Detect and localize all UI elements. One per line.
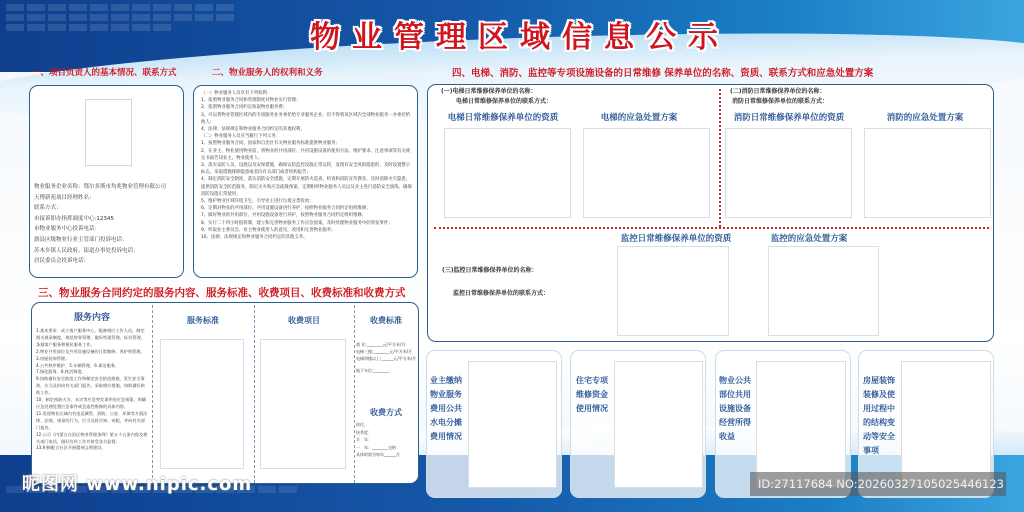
service-line: 11.发现物业区域内有违反城管、消防、公安、环保等方面法律、法规、规章的行为，应当及时告知、劝阻，并向有关部门报告。 [36,410,148,430]
contact-line: 居民委员会投诉电话： [34,258,90,265]
common-income-box [756,361,846,488]
maintenance-fund-label: 住宅专项维修资金使用情况 [576,376,608,413]
service-line: 7.绿化服务、8.秩活制度。 [36,369,86,375]
fee-item-heading: 收费项目 [288,316,320,325]
horizontal-divider [434,227,989,229]
maintenance-fund-panel [570,350,706,498]
fire-qual-box [725,128,852,218]
common-income-label: 物业公共部位共用设施设备经营所得收益 [719,376,751,441]
facilities-panel [427,84,994,342]
service-content-lines [36,328,148,452]
owner-fee-box [468,361,557,488]
contact-line: 市接诉即办指挥调度中心:12345 [34,215,114,222]
fire-plan-box [864,128,991,218]
maintenance-fund-box [614,361,703,488]
fire-contact-label: 消防日常维修保养单位的联系方式： [732,98,829,105]
service-panel [31,302,419,484]
rights-lines [201,90,413,241]
contact-line: 联系方式： [34,205,62,212]
fee-method-line: 具体时间为每年______月 [356,452,400,457]
rights-line: 3、可以将物业管理区域内的专项服务业务委托给专业服务企业，但不得将该区域内全部物业服务一并委托给他人； [201,112,411,125]
service-standard-box [160,339,244,469]
fee-method-line: 按付， [356,422,368,427]
fee-standard-lines [356,341,418,374]
rights-line: 6、定期对物业的共用部位、共用设施设备进行养护，按照物业服务合同约定组织维修； [201,206,371,212]
rights-panel [193,85,418,278]
rights-line: 2、在业主、物业使用物业前，将物业的共用部位、共用设施设备的使用方法、维护要求、注意事项等有关规定书面告知业主、物业使用人； [201,148,411,161]
service-standard-heading: 服务标准 [187,316,219,325]
service-line: 9.协助做好安全防范工作和制定安全防范措施，发生安全事故，应当及时向有关部门报告，采取相应措施，协助做好救助工作。 [36,376,145,396]
section-3-heading: 三、物业服务合同约定的服务内容、服务标准、收费项目、收费标准和收费方式 [38,287,406,299]
monitor-qual-box [617,246,729,336]
contact-line: 旗县区级物业行业主管部门投诉电话： [34,236,128,243]
fee-line: 电梯三楼:________元/平方米/月 [356,349,413,354]
elevator-qual-box [444,128,571,218]
monitor-name-label: (三)监控日常维修保养单位的名称： [442,267,538,274]
fee-method-lines [356,421,418,459]
watermark-logo: 昵图网 www.nipic.com [22,474,253,495]
fee-method-line: 半 年： [356,437,372,442]
fee-method-line: 一 年：________交纳 [356,444,396,450]
column-divider [254,305,255,483]
contact-panel [29,85,184,278]
monitor-qual-heading: 监控日常维修保养单位的资质 [620,234,732,244]
fire-qual-heading: 消防日常维修保养单位的资质 [733,113,845,123]
contact-line: 物业服务企业名称：鄂尔多斯市均兆物业管理有限公司 [34,184,167,190]
owner-fee-panel [426,350,562,498]
elevator-plan-box [583,128,710,218]
fee-method-heading: 收费方式 [370,408,402,417]
monitor-contact-label: 监控日常维修保养单位的联系方式： [453,290,550,297]
service-content-heading: 服务内容 [73,313,110,323]
rights-line: （一）物业服务人员享有下列权利： [201,91,272,96]
service-line: 4.公共秩序维护、5.车辆管理、6.保洁服务、 [36,362,120,368]
elevator-plan-heading: 电梯的应急处置方案 [600,113,678,123]
rights-line: 9、听取业主委员会、业主物业使用人的意见，改进和完善物业服务； [201,227,336,233]
monitor-plan-box [768,246,879,336]
rights-line: 10、法律、法规规定和物业服务合同约定的其他义务。 [201,235,308,241]
rights-line: 1、依照物业服务合同和管理制度对物业实行管理； [201,98,301,104]
monitor-plan-heading: 监控的应急处置方案 [770,234,848,244]
contact-line: 市物业服务中心投诉电话： [34,226,101,233]
section-1-heading: 一、项目负责人的基本情况、联系方式 [32,68,177,78]
rights-line: 4、制定消防安全制度，落实消防安全措施，定期开展防火巡查，检查和消防宣传教育，及时消除火灾隐患，提供消防安全防范服务，制定灭火和应急疏散预案，定期组织物业服务人员以及业主进行消防安全演练，确保消防设施正常使用； [201,177,412,197]
fee-line: 商 业:________元/平方米/月 [356,342,406,347]
page-title: 物业管理区域信息公示 [310,20,730,55]
service-line: 13.积极配合社区开展精神文明建设。 [36,445,106,451]
fee-line: 电梯四楼以上:______元/平方米/月 [356,356,417,361]
fee-method-line: 按季度： [356,429,372,435]
fee-item-box [260,339,346,469]
service-line: 12.公示《内蒙古自治区物业管理条例》第五十五条内容及相关部门电话，做好宣传工作并接受各方监督。 [36,431,148,444]
image-id-bar: ID:27117684 NO:20260327105025446123 [750,472,1006,496]
section-2-heading: 二、物业服务人的权利和义务 [212,68,323,78]
fire-name-label: (二)消防日常维修保养单位的名称： [730,88,826,95]
fee-standard-heading: 收费标准 [370,316,402,325]
service-line: 3.房屋装饰管理。 [36,355,70,361]
column-divider [354,305,355,483]
header-grid-decoration [6,4,234,31]
elevator-contact-label: 电梯日常维修保养单位的联系方式： [456,98,553,105]
contact-line: 天博新苑项目经理姓名： [34,194,95,201]
rights-line: 1、按照物业服务合同、国家和自治区有关物业服务标准提供物业服务； [201,141,340,147]
column-divider [152,305,153,483]
service-line: 1.基本要求：成立客户服务中心，配备相应工作人员，制定相关规章制度，规范财务管理，做好档案管理，标识管理，条据客户服务和便民服务工作。 [36,328,145,347]
rights-line: 7、做好物业的共用部位、共用设施设备进行养护，按照物业服务合同约定组织维修； [201,213,367,219]
vertical-divider [719,89,721,227]
service-line: 10、制定预防火灾、水灾等应急突发事件的应急预案，明确应急处理处置应急事件或急造性维修的具体内容。 [36,397,147,409]
fire-plan-heading: 消防的应急处置方案 [886,113,964,123]
rights-line: 8、实行二十四小时值班制，建立和完善物业服务工作应急预案，及时处理物业服务中的突发事件； [201,220,393,226]
rights-line: 3、落实安防人员、设施以及安保措施，确保安防监控设施正常运转，发现有安全风险隐患的，及时设置警示标志，采取措施排除隐患或者向有关部门或者机构报告； [201,163,411,176]
rights-line: 5、维护物业区域环境卫生，引导业主进行垃圾分类投放； [201,199,314,205]
owner-fee-label: 业主缴纳物业服务费用公共水电分摊费用情况 [430,376,462,441]
decoration-safety-label: 房屋装饰装修及使用过程中的结构变动等安全事项 [863,376,895,455]
rights-line: 4、法律、法规规定和物业服务合同约定的其他权利。 [201,127,305,133]
decoration-safety-box [901,361,991,488]
elevator-name-label: (一)电梯日常维修保养单位的名称： [441,88,537,95]
rights-line: 2、依照物业服务合同约定收取物业服务费； [201,105,288,111]
fee-line: 地下车位:________ [356,368,390,373]
elevator-qual-heading: 电梯日常维修保养单位的资质 [447,113,559,123]
contact-lines [34,182,184,267]
manager-photo-placeholder [85,99,132,166]
contact-line: 苏木乡镇人民政府、街道办事处投诉电话： [34,247,139,254]
section-4-heading: 四、电梯、消防、监控等专项设施设备的日常维修 保养单位的名称、资质、联系方式和应急处置方案 [452,68,874,79]
rights-line: （二）物业服务人员应当履行下列义务： [201,134,281,140]
service-line: 2.物业共用部位及共用设施设备的日常维修、养护和管理。 [36,348,145,354]
